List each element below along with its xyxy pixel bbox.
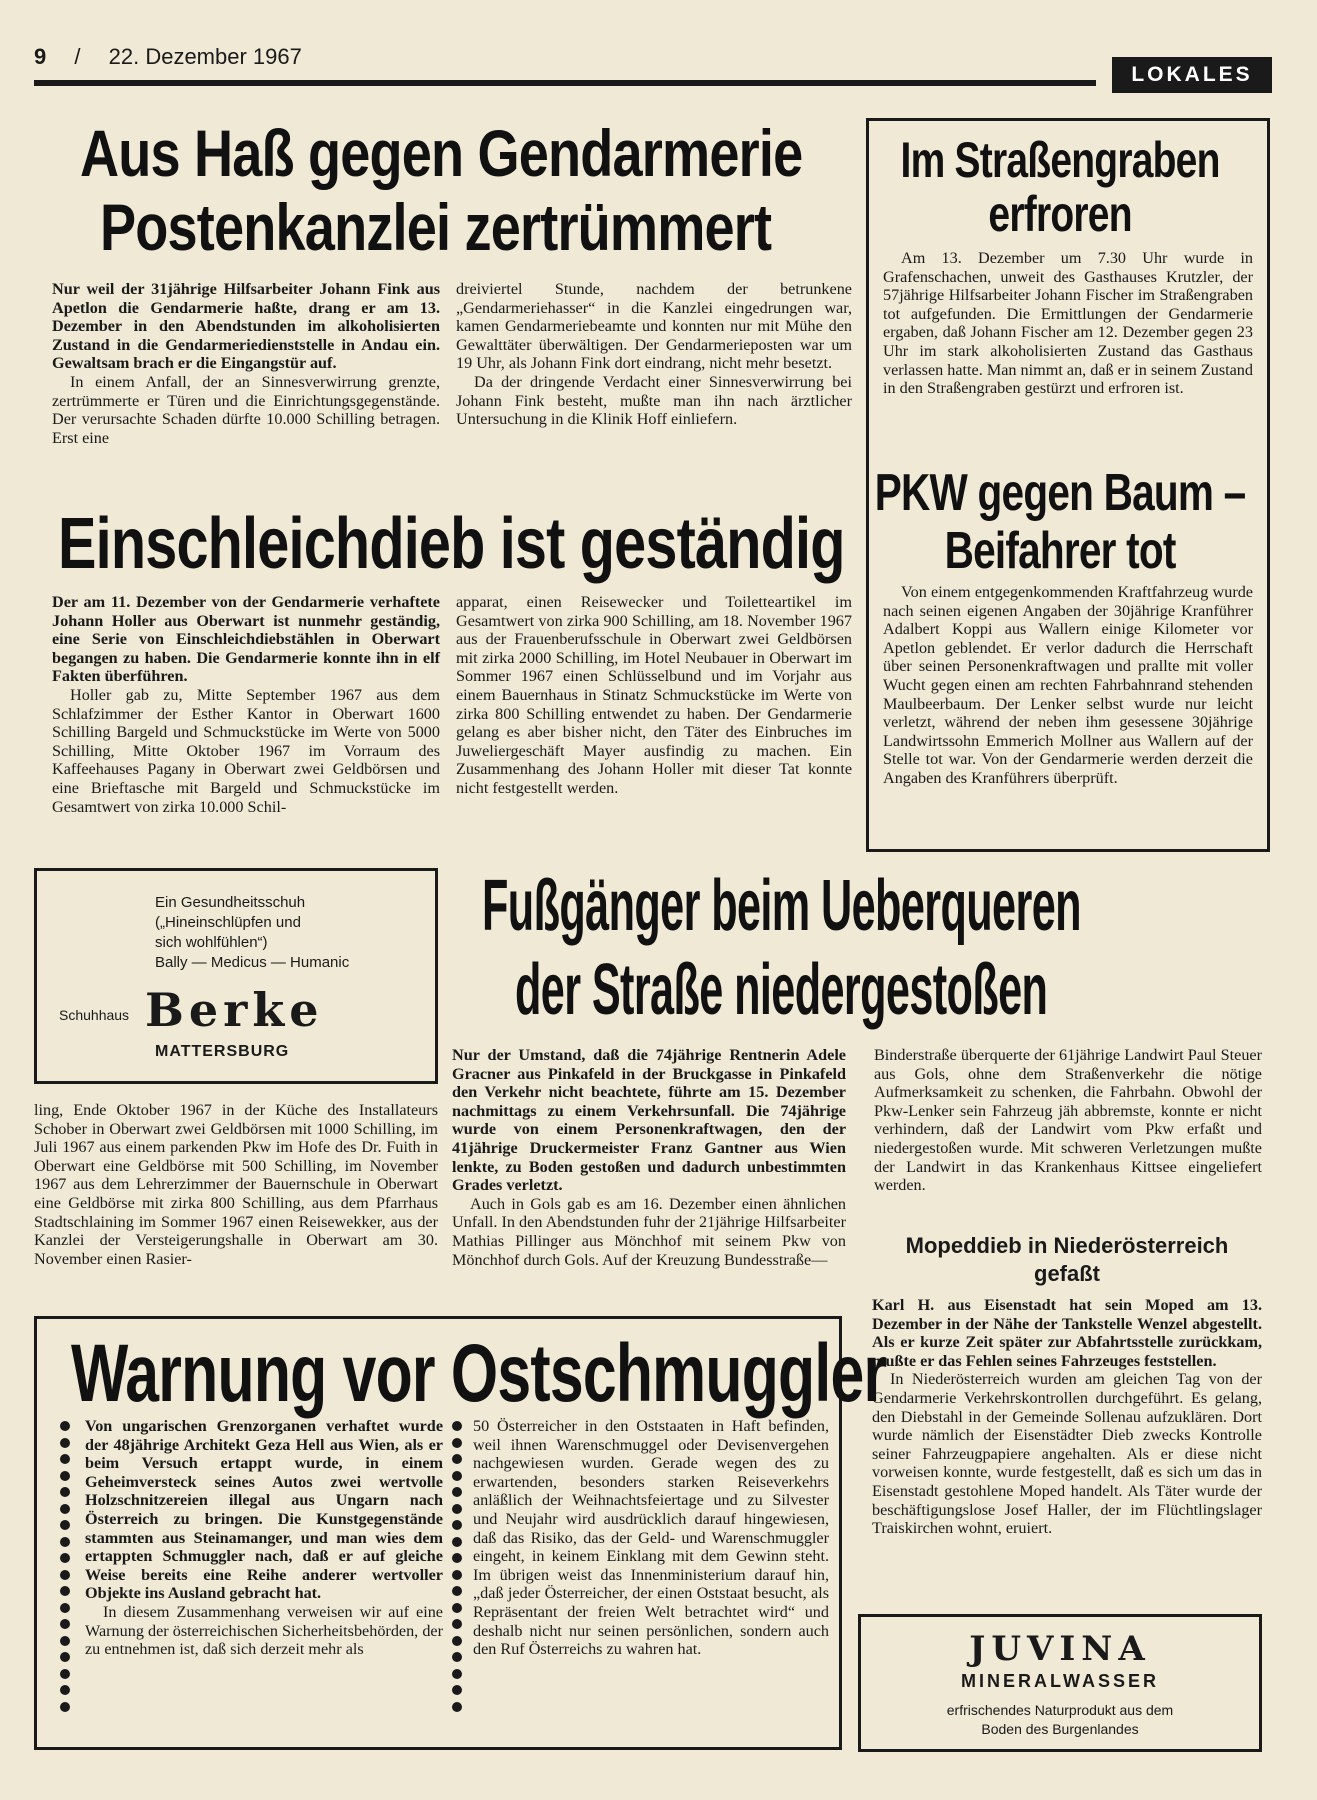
berke-city: MATTERSBURG (155, 1043, 290, 1060)
gendarmerie-column-1 (52, 280, 440, 447)
bullet-dot (60, 1702, 70, 1712)
issue-date: 22. Dezember 1967 (108, 44, 302, 69)
bullet-dot (452, 1438, 462, 1448)
bullet-dot (452, 1603, 462, 1613)
bullet-dot (452, 1636, 462, 1646)
berke-advertisement (34, 868, 438, 1084)
moped-body: In Niederösterreich wurden am gleichen Tag von der Gendarmerie Verkehrskontrollen durchgeführt. Es gelang, den Diebstahl in der Gemeinde Sollenau aufzuklären. Dort wurde nämlich der Eisenstädter Dieb zwecks Kontrolle seiner Fahrzeugpapiere angehalten. Als er diese nicht vorweisen konnte, wurde festgestellt, daß es sich um das in Eisenstadt gestohlene Moped handelt. Als Täter wurde der beschäftigungslose Josef Haller, der im Flüchtlingslager Traiskirchen wohnt, eruiert. (872, 1370, 1262, 1538)
bullet-dot (60, 1619, 70, 1629)
header-rule (34, 80, 1096, 86)
headline-fussgaenger-1: Fußgänger beim Ueberqueren (482, 866, 1081, 946)
bullet-dot (60, 1471, 70, 1481)
header-separator: / (74, 44, 81, 69)
bullet-dot (60, 1586, 70, 1596)
einschleich-column-2 (456, 593, 852, 798)
gendarmerie-body-2: dreiviertel Stunde, nachdem der betrunkene „Gendarmeriehasser“ in die Kanzlei eingedrungen war, kamen Gendarmeriebeamte und konnten nur mit Mühe den Gewalttäter überwältigen. Der Gendarmerieposten war um 19 Uhr, als Johann Fink dort eindrang, nicht mehr besetzt. (456, 280, 852, 373)
juvina-product: MINERALWASSER (960, 1671, 1159, 1691)
warnung-lead: Von ungarischen Grenzorganen verhaftet wurde der 48jährige Architekt Geza Hell aus Wien, als er beim Versuch ertappt wurde, in einem Geheimversteck seines Autos zwei wertvolle Holzschnitzereien illegal aus Ungarn nach Österreich zu bringen. Die Kunstgegenstände stammten aus Steinamanger, und man wies dem ertappten Schmuggler nach, daß er auf gleiche Weise bereits eine Reihe anderer wertvoller Objekte ins Ausland gebracht hat. (85, 1417, 443, 1603)
einschleich-continuation (34, 1101, 438, 1268)
bullet-dot (452, 1504, 462, 1514)
berke-prefix: Schuhhaus (59, 1007, 130, 1023)
bullet-dot (452, 1553, 462, 1563)
headline-fussgaenger-2: der Straße niedergestoßen (515, 950, 1048, 1030)
gendarmerie-column-2 (456, 280, 852, 429)
bullet-dot (60, 1669, 70, 1679)
section-label: LOKALES (1112, 57, 1272, 93)
bullet-dot (60, 1636, 70, 1646)
headline-strassengraben-2: erfroren (988, 186, 1132, 242)
einschleich-body-2: apparat, einen Reisewecker und Toiletteartikel im Gesamtwert von zirka 900 Schilling, am 18. November 1967 aus der Frauenberufsschule in Oberwart zwei Geldbörsen mit zirka 2000 Schilling, im Hotel Neubauer in Oberwart im Sommer 1967 einen Schlüsselbund und im Vorjahr aus einem Bauernhaus in Stinatz Schmuckstücke im Werte von zirka 800 Schilling entwendet zu haben. Der Gendarmerie gelang es aber bisher nicht, den Täter des Einbruches im Juweliergeschäft Mayer ausfindig zu machen. Ein Zusammenhang des Johann Holler mit dieser Tat konnte nicht festgestellt werden. (456, 593, 852, 797)
bullet-dot (452, 1454, 462, 1464)
bullet-dot (452, 1537, 462, 1547)
bullet-dot (452, 1685, 462, 1695)
headline-moped-2: gefaßt (1034, 1261, 1100, 1286)
moped-column (872, 1296, 1262, 1538)
bullet-dot (452, 1421, 462, 1431)
bullet-dot (452, 1619, 462, 1629)
berke-line-1: Ein Gesundheitsschuh (155, 894, 306, 911)
gendarmerie-body-3: Da der dringende Verdacht einer Sinnesverwirrung bei Johann Fink besteht, mußte man ihn nach ärztlicher Untersuchung in die Klinik Hoff einliefern. (456, 372, 852, 429)
einschleich-lead: Der am 11. Dezember von der Gendarmerie verhaftete Johann Holler aus Oberwart ist nunmehr geständig, eine Serie von Einschleichdiebstählen in Oberwart begangen zu haben. Die Gendarmerie konnte ihn in elf Fakten überführen. (52, 593, 440, 686)
bullet-dot (60, 1537, 70, 1547)
fussgaenger-body-2: Binderstraße überquerte der 61jährige Landwirt Paul Steuer aus Gols, ohne dem Straßenverkehr die nötige Aufmerksamkeit zu schenken, die Fahrbahn. Obwohl der Pkw-Lenker sein Fahrzeug jäh abbremste, konnte er nicht verhindern, daß der Landwirt vom Pkw erfaßt und niedergestoßen wurde. Mit schweren Verletzungen mußte der Landwirt in das Krankenhaus Kittsee eingeliefert werden. (874, 1046, 1262, 1195)
bullet-dot (452, 1570, 462, 1580)
gendarmerie-body: In einem Anfall, der an Sinnesverwirrung grenzte, zertrümmerte er Türen und die Einrichtungsgegenstände. Der verursachte Schaden dürfte 10.000 Schilling betragen. Erst eine (52, 372, 440, 447)
fussgaenger-column-2 (874, 1046, 1262, 1195)
bullet-dot (60, 1504, 70, 1514)
headline-einschleichdieb: Einschleichdieb ist geständig (58, 504, 845, 584)
bullet-dot (60, 1570, 70, 1580)
headline-strassengraben-1: Im Straßengraben (900, 132, 1220, 188)
strassengraben-body (883, 249, 1253, 398)
pkw-text: Von einem entgegenkommenden Kraftfahrzeug wurde nach seinen eigenen Angaben der 30jährige Kranführer Adalbert Koppi aus Wallern einige Kilometer vor Apetlon geblendet. Er verlor dadurch die Herrschaft über seinen Personenkraftwagen und prallte mit voller Wucht gegen einen am rechten Fahrbahnrand stehenden Maulbeerbaum. Der Lenker selbst wurde nur leicht verletzt, während der neben ihm gesessene 30jährige Landwirtssohn Emmerich Mollner aus Wallern auf der Stelle tot war. Von der Gendarmerie werden derzeit die Angaben des Kranführers überprüft. (883, 583, 1253, 787)
strassengraben-text: Am 13. Dezember um 7.30 Uhr wurde in Grafenschachen, unweit des Gasthauses Krutzler, der 57jährige Hilfsarbeiter Johann Fischer im Straßengraben tot aufgefunden. Die Ermittlungen der Gendarmerie ergaben, daß Johann Fischer am 12. Dezember gegen 23 Uhr im stark alkoholisierten Zustand das Gasthaus verlassen hatte. Man nimmt an, daß er in seinem Zustand in den Straßengraben gestürzt und erfroren ist. (883, 249, 1253, 398)
bullet-dot (452, 1669, 462, 1679)
pkw-body (883, 583, 1253, 788)
juvina-advertisement (858, 1614, 1262, 1752)
warnung-box (34, 1316, 887, 1750)
juvina-brand: JUVINA (969, 1629, 1151, 1669)
fussgaenger-lead: Nur der Umstand, daß die 74jährige Rentnerin Adele Gracner aus Pinkafeld in der Bruckgasse in Pinkafeld den Verkehr nicht beachtete, führte am 15. Dezember nachmittags zu einem Verkehrsunfall. Die 74jährige wurde von einem Personenkraftwagen, den der 41jährige Druckermeister Franz Gantner aus Wien lenkte, zu Boden gestoßen und dadurch unbestimmten Grades verletzt. (452, 1046, 846, 1195)
bullet-dot (60, 1603, 70, 1613)
einschleich-body-3: ling, Ende Oktober 1967 in der Küche des Installateurs Schober in Oberwart zwei Geldbörsen mit 1000 Schilling, im Juli 1967 aus einem parkenden Pkw im Hofe des Dr. Fuith in Oberwart eine Geldbörse mit 500 Schilling, im November 1967 aus dem Lehrerzimmer der Bauernschule in Oberwart eine Geldbörse mit zirka 800 Schilling, aus dem Pfarrhaus Stadtschlaining im Sommer 1967 einen Reisewekker, aus der Kanzlei der Versteigerungshalle in Oberwart am 30. November einen Rasier- (34, 1101, 438, 1268)
juvina-line-2: Boden des Burgenlandes (981, 1721, 1139, 1737)
warnung-body: In diesem Zusammenhang verweisen wir auf eine Warnung der österreichischen Sicherheitsbehörden, der zu entnehmen ist, daß sich derzeit mehr als (85, 1602, 443, 1659)
fussgaenger-body: Auch in Gols gab es am 16. Dezember einen ähnlichen Unfall. In den Abendstunden fuhr der 21jährige Hilfsarbeiter Mathias Pillinger aus Mönchhof mit seinem Pkw von Mönchhof durch Gols. Auf der Kreuzung Bundesstraße— (452, 1194, 846, 1269)
berke-line-3: sich wohlfühlen“) (155, 934, 268, 951)
bullet-dot (60, 1652, 70, 1662)
berke-brands: Bally — Medicus — Humanic (155, 954, 350, 971)
page-number: 9 (34, 44, 47, 69)
bullet-dot (60, 1685, 70, 1695)
headline-gendarmerie-2: Postenkanzlei zertrümmert (100, 190, 772, 264)
einschleich-body: Holler gab zu, Mitte September 1967 aus dem Schlafzimmer der Esther Kantor in Oberwart 1600 Schilling Bargeld und Schmuckstücke im Werte von 5000 Schilling, Mitte Oktober 1967 im Vorraum des Kaffeehauses Pagany in Oberwart zwei Geldbörsen und eine Brieftasche mit Bargeld und Schmuckstücke im Gesamtwert von zirka 10.000 Schil- (52, 685, 440, 816)
headline-moped (870, 1232, 1264, 1288)
headline-moped-1: Mopeddieb in Niederösterreich (905, 1233, 1229, 1258)
headline-warnung: Warnung vor Ostschmuggler (71, 1328, 887, 1419)
bullet-dot (452, 1702, 462, 1712)
bullet-column-left (59, 1421, 71, 1731)
bullet-dot (452, 1487, 462, 1497)
bullet-dot (60, 1487, 70, 1497)
page-header (34, 44, 302, 70)
headline-gendarmerie-1: Aus Haß gegen Gendarmerie (80, 116, 803, 190)
bullet-dot (60, 1438, 70, 1448)
berke-line-2: („Hineinschlüpfen und (155, 914, 301, 931)
bullet-dot (60, 1553, 70, 1563)
bullet-dot (60, 1421, 70, 1431)
bullet-dot (452, 1471, 462, 1481)
berke-logo: Berke (145, 983, 324, 1037)
berke-ad-text (155, 893, 349, 973)
headline-pkw-1: PKW gegen Baum – (874, 464, 1246, 522)
bullet-dot (60, 1520, 70, 1530)
bullet-dot (452, 1520, 462, 1530)
bullet-dot (452, 1652, 462, 1662)
juvina-tagline (861, 1701, 1259, 1739)
warnung-body-2: 50 Österreicher in den Oststaaten in Haft befinden, weil ihnen Warenschmuggel oder Devisenvergehen nachgewiesen wurden. Gerade wegen des zu erwartenden, besonders starken Reiseverkehrs anläßlich der Weihnachtsfeiertage und zu Silvester und Neujahr wird ausdrücklich darauf hingewiesen, daß das Risiko, das der Geld- und Warenschmuggler eingeht, in keinem Einklang mit dem Gewinn steht. Im übrigen weist das Innenministerium darauf hin, „daß jeder Österreicher, der einen Oststaat besucht, als Repräsentant der freien Welt betrachtet wird“ und deshalb nicht nur seinen persönlichen, sondern auch den Ruf Österreichs zu wahren hat. (473, 1417, 829, 1659)
warnung-column-1 (85, 1417, 443, 1659)
headline-pkw-2: Beifahrer tot (944, 522, 1176, 580)
einschleich-column-1 (52, 593, 440, 816)
warnung-column-2 (473, 1417, 829, 1659)
right-news-box (866, 118, 1270, 852)
moped-lead: Karl H. aus Eisenstadt hat sein Moped am 13. Dezember in der Nähe der Tankstelle Wenzel abgestellt. Als er kurze Zeit später zur Abfahrtsstelle zurückkam, mußte er das Fehlen seines Fahrzeuges feststellen. (872, 1296, 1262, 1370)
bullet-column-right (451, 1421, 463, 1731)
bullet-dot (452, 1586, 462, 1596)
gendarmerie-lead: Nur weil der 31jährige Hilfsarbeiter Johann Fink aus Apetlon die Gendarmerie haßte, drang er am 13. Dezember in den Abendstunden im alkoholisierten Zustand in die Gendarmeriedienststelle in Andau ein. Gewaltsam brach er die Eingangstür auf. (52, 280, 440, 373)
juvina-line-1: erfrischendes Naturprodukt aus dem (946, 1702, 1174, 1718)
bullet-dot (60, 1454, 70, 1464)
fussgaenger-column-1 (452, 1046, 846, 1269)
